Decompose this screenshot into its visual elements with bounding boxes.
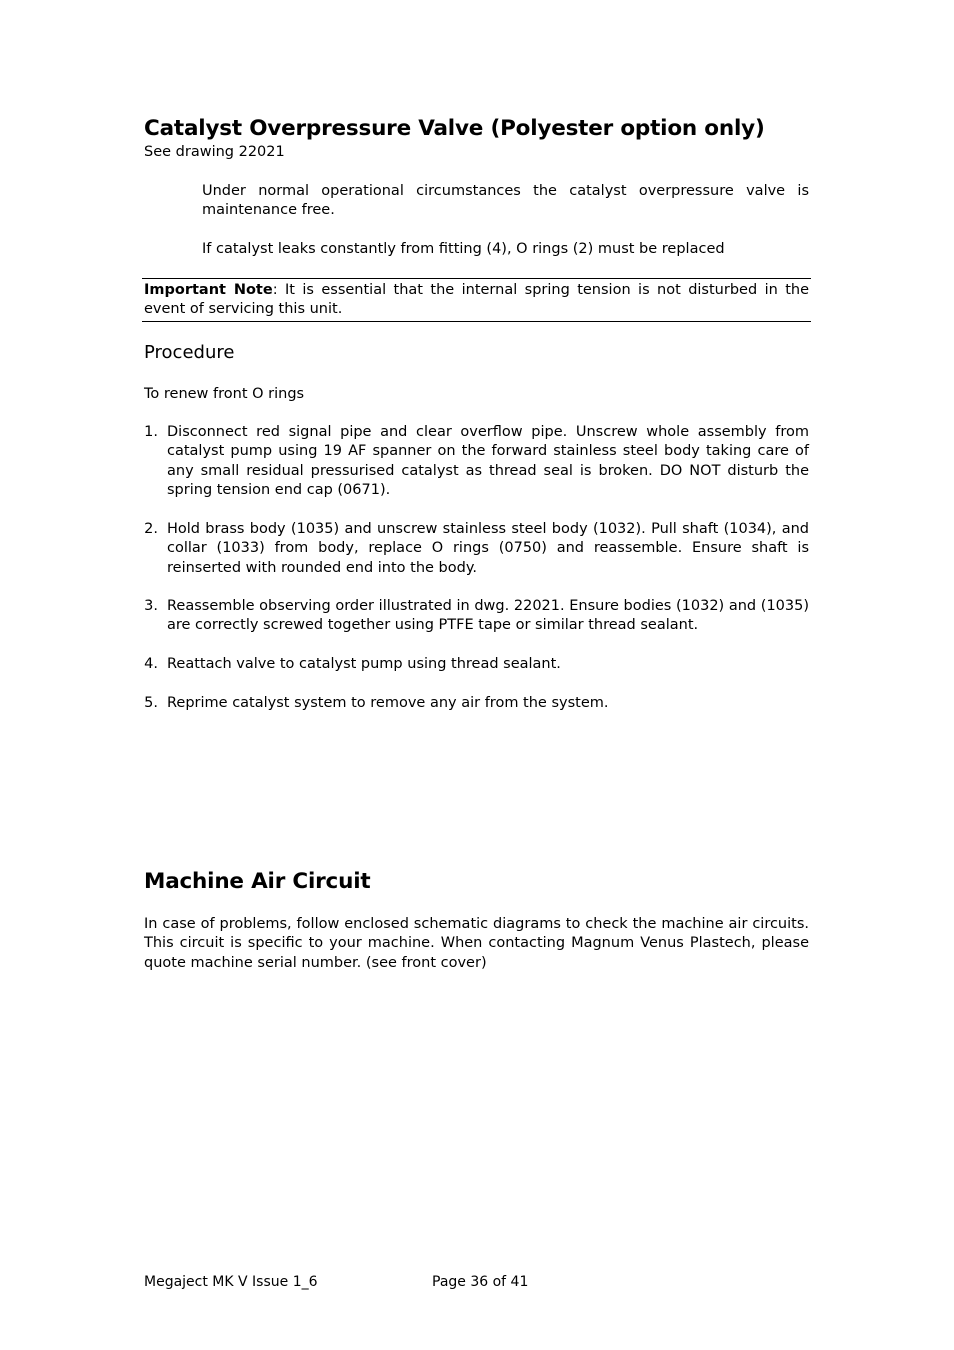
step-text: Reassemble observing order illustrated in dwg. 22021. Ensure bodies (1032) and (1035) are correctly screwed together using PTFE tape or similar thread sealant. bbox=[167, 598, 809, 634]
procedure-step bbox=[136, 694, 809, 713]
important-note-box bbox=[142, 278, 811, 322]
procedure-step bbox=[136, 520, 809, 578]
procedure-intro: To renew front O rings bbox=[144, 386, 305, 402]
section-title-air-circuit: Machine Air Circuit bbox=[144, 869, 371, 894]
maintenance-paragraph: Under normal operational circumstances the catalyst overpressure valve is maintenance free. bbox=[202, 183, 809, 219]
footer-document-name: Megaject MK V Issue 1_6 bbox=[144, 1274, 318, 1290]
step-text: Reprime catalyst system to remove any air from the system. bbox=[167, 695, 609, 711]
step-number: 2. bbox=[144, 521, 158, 537]
drawing-reference: See drawing 22021 bbox=[144, 144, 285, 160]
step-number: 4. bbox=[144, 656, 158, 672]
important-note-text: : It is essential that the internal spring tension is not disturbed in the event of servicing this unit. bbox=[144, 282, 809, 318]
step-number: 1. bbox=[144, 424, 158, 440]
procedure-heading: Procedure bbox=[144, 342, 235, 363]
section-title-catalyst-valve: Catalyst Overpressure Valve (Polyester option only) bbox=[144, 116, 765, 141]
air-circuit-paragraph: In case of problems, follow enclosed schematic diagrams to check the machine air circuits. This circuit is specific to your machine. When contacting Magnum Venus Plastech, please quote machine serial number. (see front cover) bbox=[144, 916, 809, 971]
step-text: Reattach valve to catalyst pump using thread sealant. bbox=[167, 656, 561, 672]
footer-page-number: Page 36 of 41 bbox=[432, 1274, 529, 1290]
leak-paragraph: If catalyst leaks constantly from fitting (4), O rings (2) must be replaced bbox=[202, 241, 725, 257]
step-text: Disconnect red signal pipe and clear overflow pipe. Unscrew whole assembly from catalyst pump using 19 AF spanner on the forward stainless steel body taking care of any small residual pressurised catalyst as thread seal is broken. DO NOT disturb the spring tension end cap (0671). bbox=[167, 424, 809, 499]
step-number: 5. bbox=[144, 695, 158, 711]
procedure-step bbox=[136, 655, 809, 674]
important-note-label: Important Note bbox=[144, 282, 273, 298]
procedure-step bbox=[136, 423, 809, 501]
procedure-step bbox=[136, 597, 809, 636]
step-number: 3. bbox=[144, 598, 158, 614]
step-text: Hold brass body (1035) and unscrew stainless steel body (1032). Pull shaft (1034), and collar (1033) from body, replace O rings (0750) and reassemble. Ensure shaft is reinserted with rounded end into the body. bbox=[167, 521, 809, 576]
